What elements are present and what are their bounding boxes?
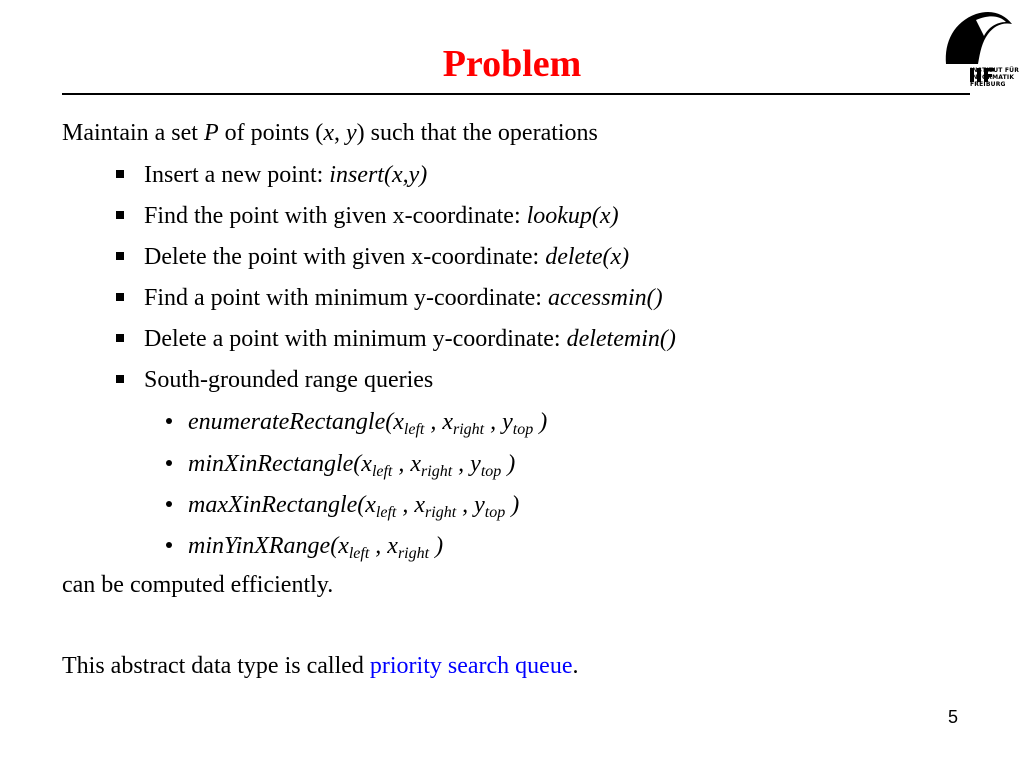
summary-line: This abstract data type is called priority search queue. (62, 653, 579, 679)
conclusion-line: can be computed efficiently. (62, 572, 334, 598)
query-min-x-in-rectangle: $minXinRectangle(x_{left}$ , $x_{right}$ , $y_{top}$ ) (166, 449, 515, 479)
page-number: 5 (948, 707, 959, 727)
operation-deletemin: Delete a point with minimum y-coordinate: deletemin() (116, 324, 676, 354)
priority-search-queue-link[interactable]: priority search queue (369, 653, 573, 679)
square-bullet-icon (116, 252, 124, 260)
query-min-y-in-x-range: $minYinXRange(x_{left}$ , $x_{right}$ ) (166, 531, 443, 561)
square-bullet-icon (116, 170, 124, 178)
round-bullet-icon (166, 418, 172, 424)
round-bullet-icon (166, 542, 172, 548)
slide-title: Problem (442, 43, 582, 85)
intro-line: Maintain a set P of points (x, y) such that the operations (62, 120, 598, 146)
operation-lookup: Find the point with given x-coordinate: lookup(x) (116, 201, 619, 231)
round-bullet-icon (166, 501, 172, 507)
round-bullet-icon (166, 460, 172, 466)
operation-range-queries: South-grounded range queries (116, 365, 433, 395)
square-bullet-icon (116, 334, 124, 342)
operation-accessmin: Find a point with minimum y-coordinate: accessmin() (116, 283, 663, 313)
operation-delete: Delete the point with given x-coordinate: delete(x) (116, 242, 629, 272)
square-bullet-icon (116, 375, 124, 383)
query-max-x-in-rectangle: $maxXinRectangle(x_{left}$ , $x_{right}$ , $y_{top}$ ) (166, 490, 519, 520)
title-divider (62, 93, 970, 95)
query-enumerate-rectangle: $enumerateRectangle(x_{left}$ , $x_{right}$ , $y_{top}$ ) (166, 407, 547, 437)
operation-insert: Insert a new point: insert(x,y) (116, 160, 427, 190)
logo-institute-text: INSTITUT FÜR INFORMATIK FREIBURG (970, 67, 1020, 88)
square-bullet-icon (116, 211, 124, 219)
square-bullet-icon (116, 293, 124, 301)
